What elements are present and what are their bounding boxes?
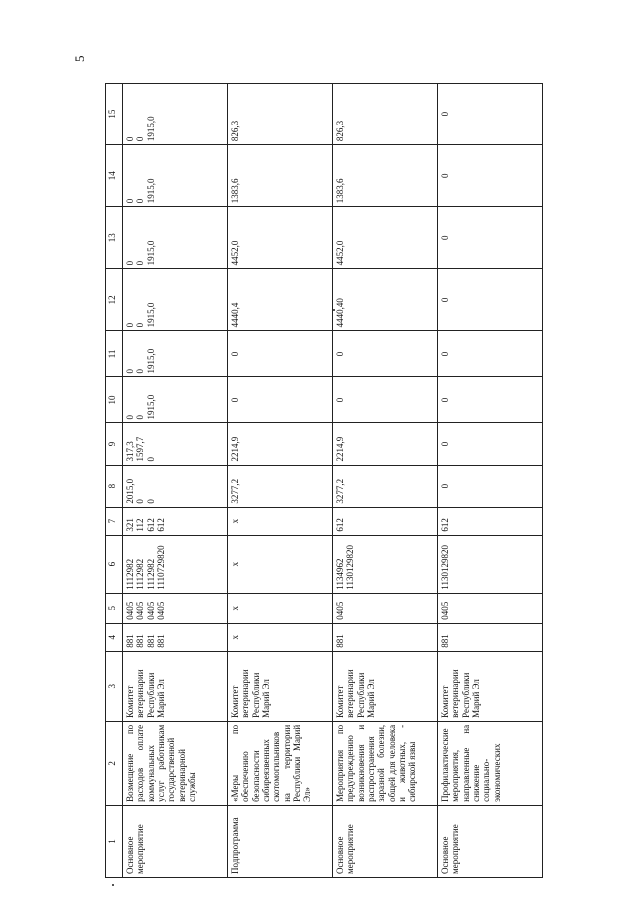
cell-year: 1383,6	[228, 145, 333, 207]
cell-type: Подпрограмма	[228, 805, 333, 877]
cell-vr: 321 112 612 612	[123, 507, 228, 535]
cell-year: 0	[333, 331, 438, 377]
cell-year: 826,3	[333, 84, 438, 145]
col-header: 12	[106, 269, 123, 331]
cell-year: 0	[228, 377, 333, 423]
cell-name: Профилактические мероприятия, направленные на снижение социально-экономических	[438, 721, 543, 805]
cell-vr: 612	[438, 507, 543, 535]
cell-year: 4452,0	[228, 207, 333, 269]
budget-table	[105, 83, 543, 878]
cell-grbs: x	[228, 623, 333, 651]
cell-rzpr: x	[228, 593, 333, 623]
cell-year: 0	[438, 269, 543, 331]
cell-name: Мероприятия по предупреждению возникновения и распространения заразной болезни, общей для человека и животных, - сибирской язвы	[333, 721, 438, 805]
cell-year: 826,3	[228, 84, 333, 145]
cell-year: 3277,2	[333, 465, 438, 507]
table-row	[228, 84, 333, 878]
cell-year: 0	[228, 331, 333, 377]
cell-type: Основное мероприятие	[333, 805, 438, 877]
cell-executor: Комитет ветеринарии Республики Марий Эл	[333, 651, 438, 721]
cell-year: 317,3 1597,7 0	[123, 423, 228, 465]
cell-vr: 612	[333, 507, 438, 535]
cell-rzpr: 0405 0405 0405 0405	[123, 593, 228, 623]
rotated-table-wrapper	[105, 83, 525, 878]
col-header: 10	[106, 377, 123, 423]
col-header: 9	[106, 423, 123, 465]
cell-rzpr: 0405	[333, 593, 438, 623]
table-row	[333, 84, 438, 878]
cell-csr: x	[228, 535, 333, 593]
cell-year: 0	[438, 145, 543, 207]
cell-type: Основное мероприятие	[123, 805, 228, 877]
cell-year: 2214,9	[333, 423, 438, 465]
col-header: 6	[106, 535, 123, 593]
cell-year: 4440,4	[228, 269, 333, 331]
col-header: 15	[106, 84, 123, 145]
cell-executor: Комитет ветеринарии Республики Марий Эл	[228, 651, 333, 721]
cell-year: 0	[438, 465, 543, 507]
cell-year: 0	[438, 207, 543, 269]
col-header: 7	[106, 507, 123, 535]
cell-year: 0 0 1915,0	[123, 269, 228, 331]
cell-year: 0	[438, 377, 543, 423]
cell-name: «Меры по обеспечению безопасности сибиреязвенных скотомогильников на территории Республики Марий Эл»	[228, 721, 333, 805]
cell-grbs: 881	[333, 623, 438, 651]
col-header: 13	[106, 207, 123, 269]
cell-type: Основное мероприятие	[438, 805, 543, 877]
col-header: 2	[106, 721, 123, 805]
cell-year: 0	[438, 331, 543, 377]
col-header: 11	[106, 331, 123, 377]
cell-executor: Комитет ветеринарии Республики Марий Эл	[438, 651, 543, 721]
cell-csr: 1134962 1130129820	[333, 535, 438, 593]
cell-year: 0 0 1915,0	[123, 331, 228, 377]
cell-year: 1383,6	[333, 145, 438, 207]
cell-csr: 1112982 1112982 1112982 1110729820	[123, 535, 228, 593]
cell-year: 0 0 1915,0	[123, 207, 228, 269]
cell-year: 3277,2	[228, 465, 333, 507]
col-header: 8	[106, 465, 123, 507]
col-header: 4	[106, 623, 123, 651]
cell-year: 0	[333, 377, 438, 423]
scan-speck	[112, 884, 114, 886]
cell-name: Возмещение по расходов оплате коммунальных услуг работникам государственной ветеринарной службы	[123, 721, 228, 805]
col-header: 3	[106, 651, 123, 721]
scan-speck	[333, 309, 335, 311]
cell-year: 2214,9	[228, 423, 333, 465]
table-row	[438, 84, 543, 878]
cell-year: 4452,0	[333, 207, 438, 269]
cell-year: 0	[438, 423, 543, 465]
cell-year: 0 0 1915,0	[123, 84, 228, 145]
cell-csr: 1130129820	[438, 535, 543, 593]
page-number: 5	[72, 55, 87, 62]
cell-executor: Комитет ветеринарии Республики Марий Эл	[123, 651, 228, 721]
header-row	[106, 84, 123, 878]
cell-vr: x	[228, 507, 333, 535]
cell-year: 0	[438, 84, 543, 145]
col-header: 1	[106, 805, 123, 877]
cell-year: 0 0 1915,0	[123, 145, 228, 207]
table-row	[123, 84, 228, 878]
cell-year: 4440,40	[333, 269, 438, 331]
col-header: 5	[106, 593, 123, 623]
col-header: 14	[106, 145, 123, 207]
cell-grbs: 881	[438, 623, 543, 651]
cell-year: 0 0 1915,0	[123, 377, 228, 423]
cell-grbs: 881 881 881 881	[123, 623, 228, 651]
cell-rzpr: 0405	[438, 593, 543, 623]
cell-year: 2015,0 0 0	[123, 465, 228, 507]
